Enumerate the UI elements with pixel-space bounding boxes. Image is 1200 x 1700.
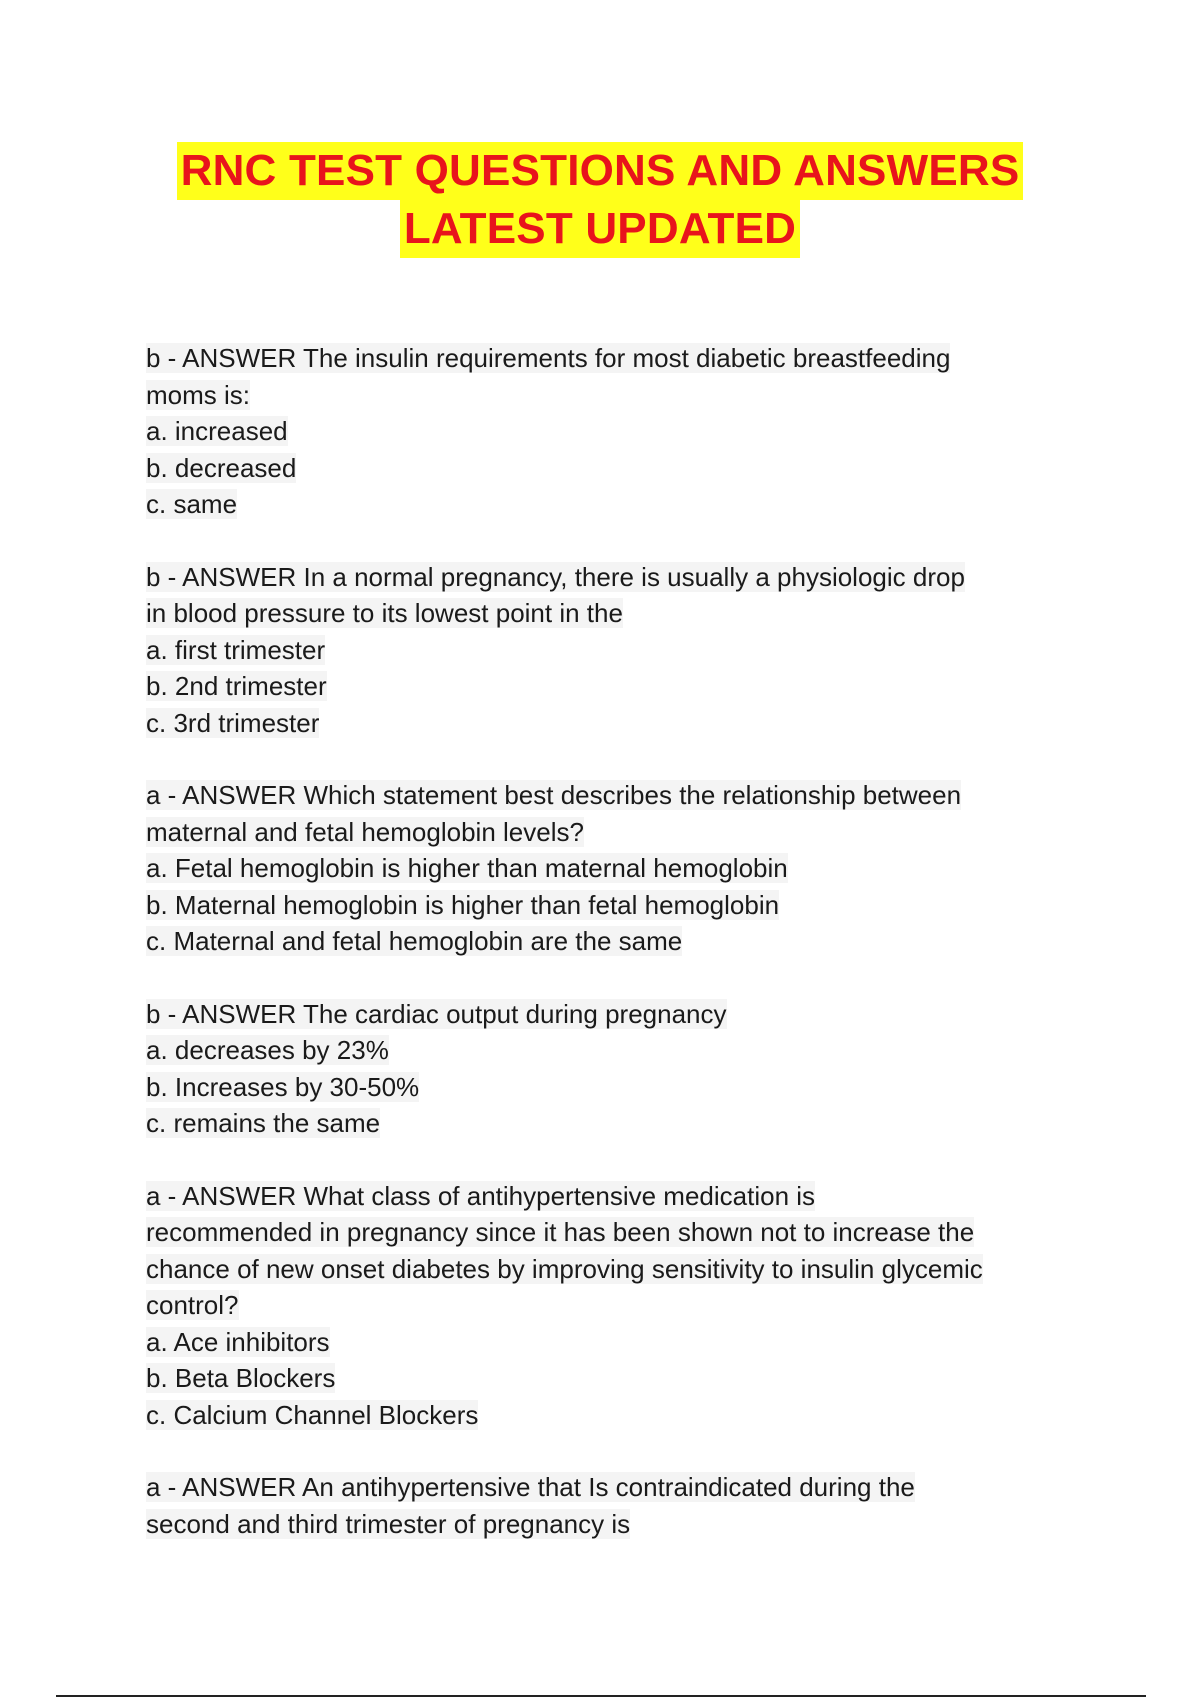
question-text-line <box>146 486 1076 523</box>
question-answer-line <box>146 559 1076 596</box>
title-line-2: LATEST UPDATED <box>400 200 800 258</box>
question-text-line <box>146 668 1076 705</box>
question-text-line <box>146 1251 1076 1288</box>
line-text: c. Maternal and fetal hemoglobin are the same <box>146 926 683 956</box>
question-text-line <box>146 595 1076 632</box>
line-text: a - ANSWER What class of antihypertensive medication is <box>146 1180 816 1211</box>
question-answer-line <box>146 1178 1076 1215</box>
question-text-line <box>146 1360 1076 1397</box>
question-text-line <box>146 1506 1076 1543</box>
line-text: c. remains the same <box>146 1108 381 1138</box>
question-text-line <box>146 850 1076 887</box>
question-block <box>146 996 1076 1142</box>
question-text-line <box>146 705 1076 742</box>
question-text-line <box>146 923 1076 960</box>
question-block <box>146 777 1076 960</box>
title-line-1: RNC TEST QUESTIONS AND ANSWERS <box>177 142 1024 200</box>
line-text: a. decreases by 23% <box>146 1035 389 1065</box>
question-text-line <box>146 1032 1076 1069</box>
line-text: a - ANSWER An antihypertensive that Is contraindicated during the <box>146 1472 915 1502</box>
line-text: c. same <box>146 489 238 519</box>
line-text: b. Increases by 30-50% <box>146 1071 420 1102</box>
question-answer-line <box>146 1469 1076 1506</box>
question-text-line <box>146 1324 1076 1361</box>
line-text: a. Ace inhibitors <box>146 1326 330 1357</box>
question-answer-line <box>146 996 1076 1033</box>
question-block <box>146 340 1076 523</box>
question-block <box>146 1178 1076 1434</box>
line-text: a. first trimester <box>146 634 326 665</box>
question-text-line <box>146 450 1076 487</box>
line-text: b. 2nd trimester <box>146 671 327 701</box>
line-text: moms is: <box>146 379 250 410</box>
line-text: chance of new onset diabetes by improving sensitivity to insulin glycemic <box>146 1253 983 1284</box>
question-text-line <box>146 1069 1076 1106</box>
question-text-line <box>146 1287 1076 1324</box>
line-text: second and third trimester of pregnancy is <box>146 1508 631 1539</box>
question-answer-line <box>146 777 1076 814</box>
line-text: b. Maternal hemoglobin is higher than fetal hemoglobin <box>146 889 780 920</box>
line-text: c. 3rd trimester <box>146 707 320 738</box>
question-answer-line <box>146 340 1076 377</box>
question-text-line <box>146 413 1076 450</box>
line-text: control? <box>146 1290 239 1320</box>
question-block <box>146 559 1076 742</box>
question-text-line <box>146 887 1076 924</box>
line-text: a. increased <box>146 416 288 446</box>
footer-divider <box>56 1695 1146 1697</box>
question-text-line <box>146 1105 1076 1142</box>
line-text: b - ANSWER The cardiac output during pregnancy <box>146 998 727 1029</box>
question-text-line <box>146 814 1076 851</box>
line-text: a - ANSWER Which statement best describes the relationship between <box>146 780 962 810</box>
line-text: c. Calcium Channel Blockers <box>146 1399 479 1430</box>
question-text-line <box>146 1214 1076 1251</box>
line-text: in blood pressure to its lowest point in the <box>146 598 623 628</box>
line-text: b. Beta Blockers <box>146 1363 336 1393</box>
question-text-line <box>146 632 1076 669</box>
line-text: maternal and fetal hemoglobin levels? <box>146 816 584 847</box>
line-text: b. decreased <box>146 452 297 483</box>
line-text: recommended in pregnancy since it has been shown not to increase the <box>146 1217 975 1247</box>
line-text: b - ANSWER In a normal pregnancy, there is usually a physiologic drop <box>146 561 965 592</box>
line-text: b - ANSWER The insulin requirements for most diabetic breastfeeding <box>146 343 951 373</box>
question-text-line <box>146 377 1076 414</box>
question-list <box>146 340 1076 1578</box>
line-text: a. Fetal hemoglobin is higher than maternal hemoglobin <box>146 853 788 883</box>
page-title <box>0 142 1200 258</box>
question-block <box>146 1469 1076 1542</box>
question-text-line <box>146 1397 1076 1434</box>
